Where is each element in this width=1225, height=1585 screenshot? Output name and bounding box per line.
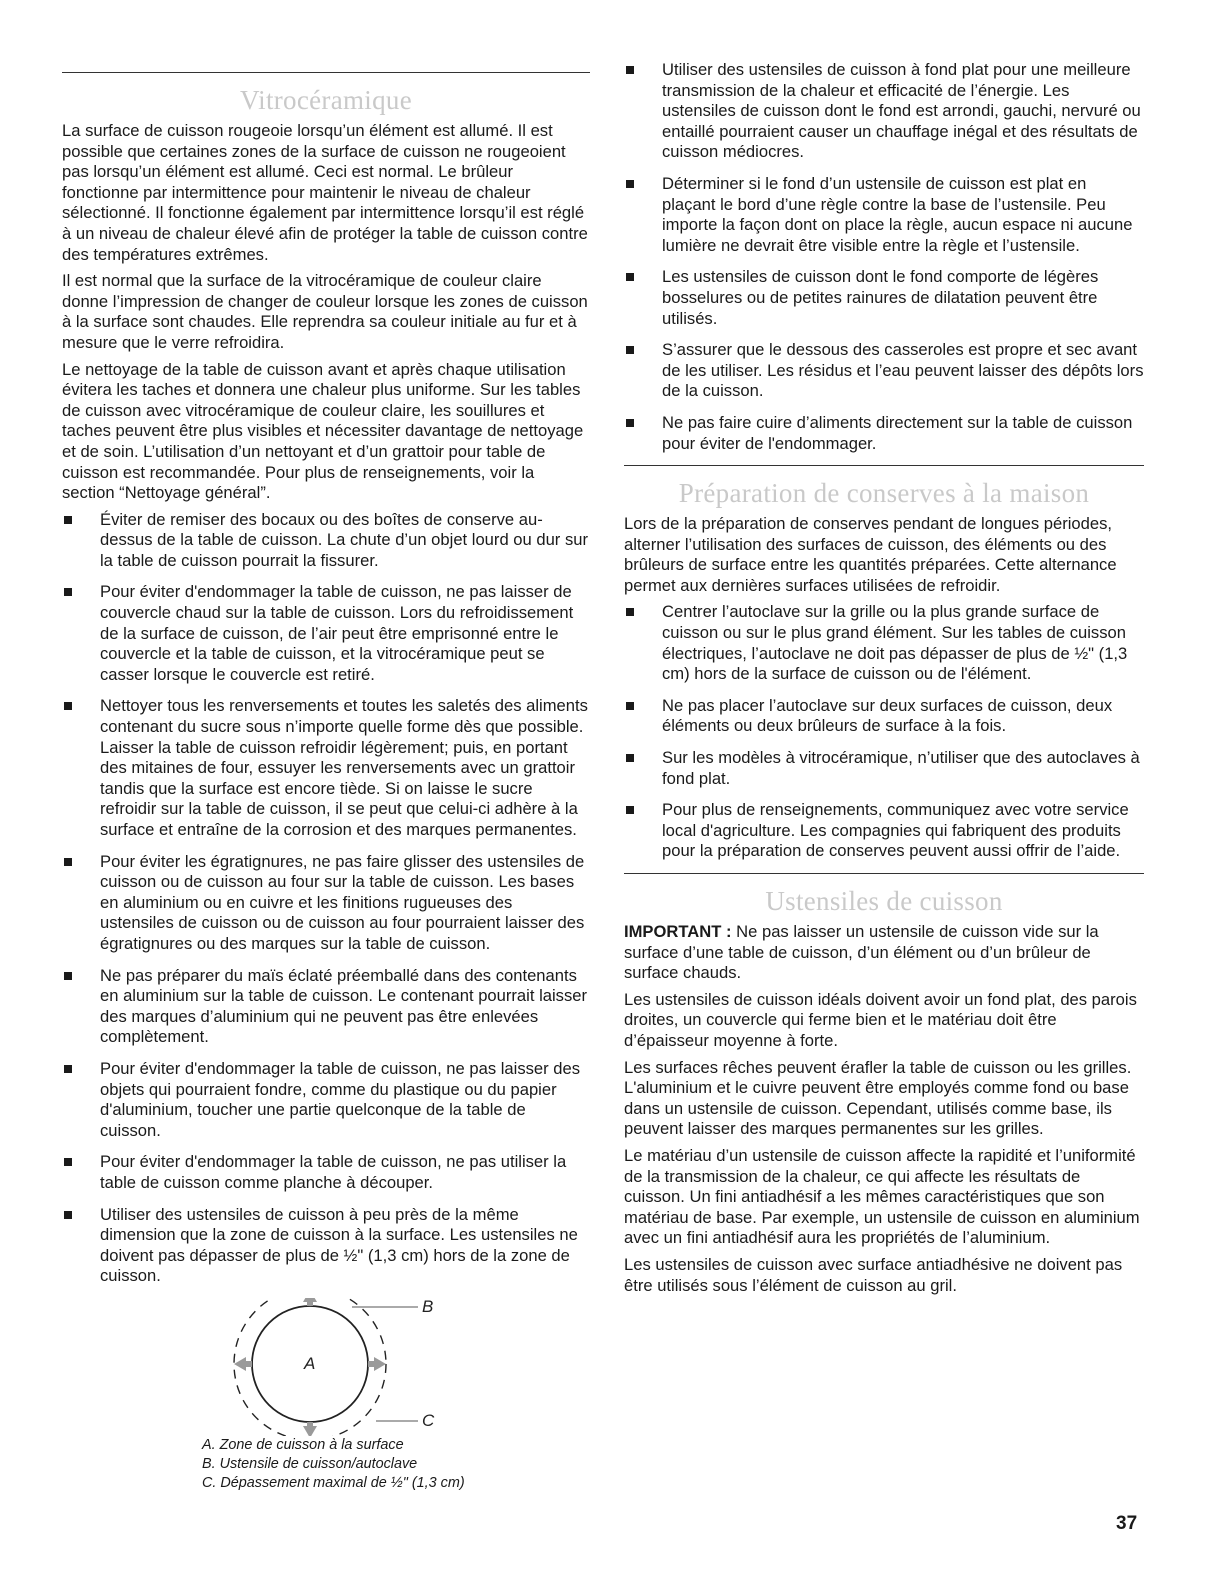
important-text: Ne pas laisser un ustensile de cuisson vide sur la surface d’une table de cuisson, d’un élément ou d’un brûleur de surface chauds. (624, 922, 1099, 983)
section-divider (62, 72, 590, 73)
canning-bullet-list (624, 602, 1144, 862)
right-column (624, 60, 1144, 1302)
list-item: S’assurer que le dessous des casseroles est propre et sec avant de les utiliser. Les résidus et l’eau peuvent laisser des dépôts lors de la cuisson. (624, 340, 1144, 402)
list-item: Pour éviter d'endommager la table de cuisson, ne pas laisser des objets qui pourraient fondre, comme du plastique ou du papier d'aluminium, toucher une partie quelconque de la table de cuisson. (62, 1059, 590, 1141)
important-paragraph (624, 922, 1144, 984)
section-divider (624, 873, 1144, 874)
list-item: Pour plus de renseignements, communiquez avec votre service local d'agriculture. Les compagnies qui fabriquent des produits pour la préparation de conserves peuvent aussi offrir de l’aide. (624, 800, 1144, 862)
list-item: Ne pas préparer du maïs éclaté préemballé dans des contenants en aluminium sur la table de cuisson. Le contenant pourrait laisser des marques d’aluminium qui ne peuvent pas être enlevées complètement. (62, 966, 590, 1048)
list-item: Les ustensiles de cuisson dont le fond comporte de légères bosselures ou de petites rainures de dilatation peuvent être utilisés. (624, 267, 1144, 329)
important-label: IMPORTANT : (624, 922, 732, 941)
paragraph: Lors de la préparation de conserves pendant de longues périodes, alterner l’utilisation des surfaces de cuisson, des éléments ou des brûleurs de surface entre les quantités préparées. Cette alternance permet aux dernières surfaces utilisées de refroidir. (624, 514, 1117, 595)
section-title-conserves: Préparation de conserves à la maison (678, 478, 1090, 509)
cookware-bullet-list (624, 60, 1144, 454)
vitro-bullet-list (62, 510, 590, 1287)
paragraph: Les ustensiles de cuisson avec surface antiadhésive ne doivent pas être utilisés sous l’élément de cuisson au gril. (624, 1254, 1123, 1295)
left-column (62, 62, 590, 1493)
cookware-diagram (62, 1298, 590, 1436)
paragraph: Le matériau d’un ustensile de cuisson affecte la rapidité et l’uniformité de la transmission de la chaleur, ce qui affecte les résultats de cuisson. Un fini antiadhésif a les mêmes caractéristiques que son matériau de base. Par exemple, un ustensile de cuisson en aluminium avec un fini antiadhésif aura les propriétés de l’aluminium. (624, 1145, 1140, 1248)
list-item: Pour éviter d'endommager la table de cuisson, ne pas laisser de couvercle chaud sur la table de cuisson. Lors du refroidissement de la surface de cuisson, de l’air peut être emprisonné entre le couvercle et la table de cuisson, et la vitrocéramique peut se casser lorsque le couvercle est retiré. (62, 582, 590, 685)
cookware-diagram-graphic (62, 1298, 590, 1436)
list-item: Ne pas placer l’autoclave sur deux surfaces de cuisson, deux éléments ou deux brûleurs de surface à la fois. (624, 696, 1144, 737)
label-c: C (422, 1410, 435, 1430)
caption-line: C. Dépassement maximal de ½" (1,3 cm) (202, 1474, 465, 1491)
list-item: Déterminer si le fond d’un ustensile de cuisson est plat en plaçant le bord d’une règle contre la base de l’ustensile. Peu importe la façon dont on place la règle, aucun espace ni aucune lumière ne devrait être visible entre la règle et l’ustensile. (624, 174, 1144, 256)
paragraph: Les surfaces rêches peuvent érafler la table de cuisson ou les grilles. L'aluminium et le cuivre peuvent être employés comme fond ou base dans un ustensile de cuisson. Cependant, utilisés comme base, ils peuvent laisser des marques permanentes sur les grilles. (624, 1057, 1132, 1139)
section-title-ustensiles: Ustensiles de cuisson (765, 886, 1003, 916)
list-item: Pour éviter d'endommager la table de cuisson, ne pas utiliser la table de cuisson comme planche à découper. (62, 1152, 590, 1193)
label-b: B (422, 1297, 434, 1316)
caption-line: A. Zone de cuisson à la surface (202, 1436, 404, 1453)
section-divider (624, 465, 1144, 466)
list-item: Utiliser des ustensiles de cuisson à fond plat pour une meilleure transmission de la chaleur et efficacité de l’énergie. Les ustensiles de cuisson dont le fond est arrondi, gauchi, nervuré ou entaillé pourraient causer un chauffage inégal et des résultats de cuisson médiocres. (624, 60, 1144, 163)
paragraph: Le nettoyage de la table de cuisson avant et après chaque utilisation évitera les taches et donnera une chaleur plus uniforme. Sur les tables de cuisson avec vitrocéramique de couleur claire, les souillures et taches peuvent être plus visibles et nécessiter davantage de nettoyage et de soin. L’utilisation d’un nettoyant et d’un grattoir pour table de cuisson est recommandée. Pour plus de renseignements, voir la section “Nettoyage général”. (62, 359, 584, 503)
caption-line: B. Ustensile de cuisson/autoclave (202, 1455, 418, 1472)
list-item: Nettoyer tous les renversements et toutes les saletés des aliments contenant du sucre sous n’importe quelle forme dès que possible. Laisser la table de cuisson refroidir légèrement; puis, en portant des mitaines de four, essuyer les renversements avec un grattoir tandis que la surface est encore tiède. Si on laisse le sucre refroidir sur la table de cuisson, il se peut que celui-ci adhère à la surface et entraîne de la corrosion et des marques permanentes. (62, 696, 590, 840)
paragraph: La surface de cuisson rougeoie lorsqu’un élément est allumé. Il est possible que certaines zones de la surface de cuisson ne rougeoient pas lorsqu’un élément est allumé. Ceci est normal. Le brûleur fonctionne par intermittence pour maintenir le niveau de chaleur sélectionné. Il fonctionne également par intermittence lorsqu’il est réglé à un niveau de chaleur élevé afin de protéger la table de cuisson contre des températures extrêmes. (62, 121, 588, 264)
paragraph: Il est normal que la surface de la vitrocéramique de couleur claire donne l’impression de changer de couleur lorsque les zones de cuisson à la surface sont chaudes. Elle reprendra sa couleur initiale au fur et à mesure que le verre refroidira. (62, 271, 588, 352)
list-item: Pour éviter les égratignures, ne pas faire glisser des ustensiles de cuisson ou de cuisson au four sur la table de cuisson. Les bases en aluminium ou en cuivre et les finitions rugueuses des ustensiles de cuisson ou de cuisson au four pourraient laisser des égratignures ou des marques sur la table de cuisson. (62, 852, 590, 955)
label-a: A (304, 1353, 316, 1373)
paragraph: Les ustensiles de cuisson idéals doivent avoir un fond plat, des parois droites, un couvercle qui ferme bien et le matériau doit être d’épaisseur moyenne à forte. (624, 989, 1137, 1050)
figure-caption (62, 1436, 590, 1493)
list-item: Éviter de remiser des bocaux ou des boîtes de conserve au-dessus de la table de cuisson. La chute d’un objet lourd ou dur sur la table de cuisson pourrait la fissurer. (62, 510, 590, 572)
list-item: Sur les modèles à vitrocéramique, n’utiliser que des autoclaves à fond plat. (624, 748, 1144, 789)
section-title-vitroceramique: Vitrocéramique (239, 85, 412, 115)
list-item: Centrer l’autoclave sur la grille ou la plus grande surface de cuisson ou sur le plus grand élément. Sur les tables de cuisson électriques, l’autoclave ne doit pas dépasser de plus de ½" (1,3 cm) hors de la surface de cuisson ou de l'élément. (624, 602, 1144, 684)
page-number: 37 (1116, 1513, 1138, 1534)
list-item: Ne pas faire cuire d’aliments directement sur la table de cuisson pour éviter de l'endommager. (624, 413, 1144, 454)
list-item: Utiliser des ustensiles de cuisson à peu près de la même dimension que la zone de cuisson à la surface. Les ustensiles ne doivent pas dépasser de plus de ½" (1,3 cm) hors de la zone de cuisson. (62, 1205, 590, 1287)
